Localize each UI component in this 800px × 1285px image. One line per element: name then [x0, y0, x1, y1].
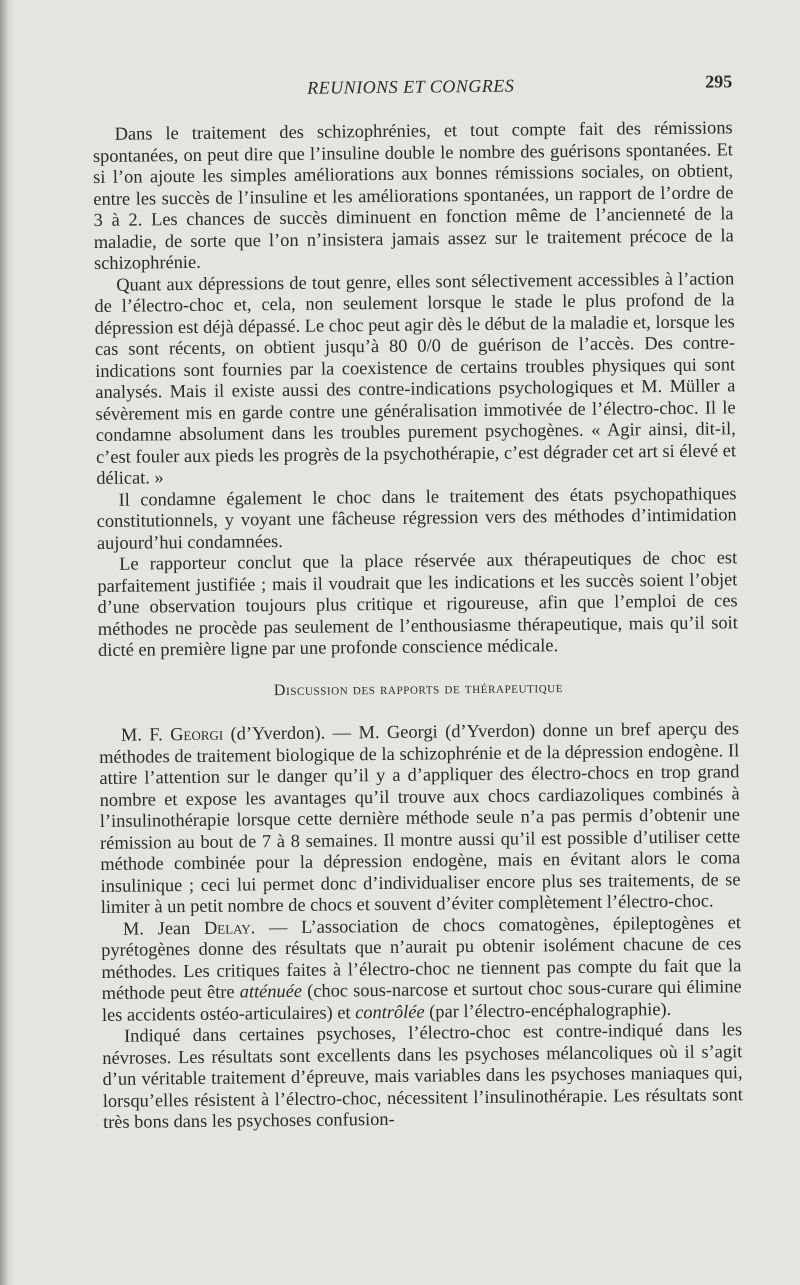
paragraph-georgi	[99, 718, 741, 918]
paragraph-insulin-schizophrenia: Dans le traitement des schizophrénies, et tout compte fait des rémissions spontanées, on peut dire que l’insuline double le nombre des guérisons spontanées. Et si l’on ajoute les simples améliorations aux bonnes rémissions sociales, on obtient, entre les succès de l’insuline et les améliorations spontanées, un rapport de l’ordre de 3 à 2. Les chances de succès diminuent en fonction même de l’ancienneté de la maladie, de sorte que l’on n’insistera jamais assez sur le traitement précoce de la schizophrénie.	[92, 117, 734, 273]
georgi-prefix: M. F.	[120, 724, 171, 745]
delay-text-before: . — L’association de chocs comatogènes, épileptogènes et pyrétogènes donne des résultats que n’aurait pu obtenir isolément chacune de ces méthodes. Les critiques faites à l’électro-choc ne tiennent pas compte du fait que la méthode peut être	[101, 911, 742, 1003]
delay-surname: Delay	[203, 916, 251, 938]
delay-emphasis-attenuee: atténuée	[239, 980, 303, 1002]
section-heading: Discussion des rapports de thérapeutique	[273, 678, 564, 699]
delay-text-after: (par l’électro-encéphalographie).	[424, 998, 672, 1022]
body-text	[93, 117, 744, 1133]
running-title: REUNIONS ET CONGRES	[307, 75, 515, 98]
paragraph-rapporteur-conclusion: Le rapporteur conclut que la place réservée aux thérapeutiques de choc est parfaitement justifiée ; mais il voudrait que les indications et les succès soient l’objet d’une observation toujours plus critique et rigoureuse, afin que l’emploi de ces méthodes ne procède pas seulement de l’enthousiasme thérapeutique, mais qu’il soit dicté en première ligne par une profonde conscience médicale.	[97, 547, 738, 660]
georgi-text: (d’Yverdon). — M. Georgi (d’Yverdon) donne un bref aperçu des méthodes de traitement biologique de la schizophrénie et de la dépression endogène. Il attire l’attention sur le danger qu’il y a d’appliquer des électro-chocs en trop grand nombre et expose les avantages qu’il trouve aux chocs cardiazoliques combinés à l’insulinothérapie lorsque cette dernière méthode seule n’a pas permis d’obtenir une rémission au bout de 7 à 8 semaines. Il montre aussi qu’il est possible d’utiliser cette méthode combinée pour la dépression endogène, mais en évitant alors le coma insulinique ; ceci lui permet donc d’individualiser encore plus ses traitements, de se limiter à un petit nombre de chocs et souvent d’éviter complètement l’électro-choc.	[99, 718, 741, 917]
document-page	[92, 63, 743, 1133]
paragraph-psychopathic-states: Il condamne également le choc dans le traitement des états psychopathiques constitutionnels, y voyant une fâcheuse régression vers des méthodes d’intimidation aujourd’hui condamnées.	[96, 482, 737, 553]
delay-emphasis-controlee: contrôlée	[355, 1001, 425, 1022]
running-head	[92, 63, 732, 110]
page-number: 295	[705, 71, 733, 92]
delay-text-middle: (choc sous-narcose et surtout choc sous-curare qui élimine les accidents ostéo-articulaires) et	[101, 976, 742, 1025]
paragraph-delay	[101, 912, 742, 1026]
page-edge-shadow	[0, 0, 14, 1285]
georgi-surname: Georgi	[170, 723, 224, 745]
paragraph-depressions: Quant aux dépressions de tout genre, elles sont sélectivement accessibles à l’action de l’électro-choc et, cela, non seulement lorsque le stade le plus profond de la dépression est déjà dépassé. Le choc peut agir dès le début de la maladie et, lorsque les cas sont récents, on obtient jusqu’à 80 0/0 de guérison de l’accès. Des contre-indications sont fournies par la coexistence de certains troubles physiques qui sont analysés. Mais il existe aussi des contre-indications psychologiques et M. Müller a sévèrement mis en garde contre une généralisation immotivée de l’électro-choc. Il le condamne absolument dans les troubles purement psychogènes. « Agir ainsi, dit-il, c’est fouler aux pieds les progrès de la psychothérapie, c’est dégrader cet art si élevé et délicat. »	[94, 267, 737, 488]
paragraph-indications: Indiqué dans certaines psychoses, l’électro-choc est contre-indiqué dans les névroses. Les résultats sont excellents dans les psychoses mélancoliques où il s’agit d’un véritable traitement d’épreuve, mais variables dans les psychoses maniaques qui, lorsqu’elles résistent à l’électro-choc, nécessitent l’insulinothérapie. Les résultats sont très bons dans les psychoses confusion-	[102, 1019, 743, 1132]
delay-prefix: M. Jean	[122, 917, 205, 939]
